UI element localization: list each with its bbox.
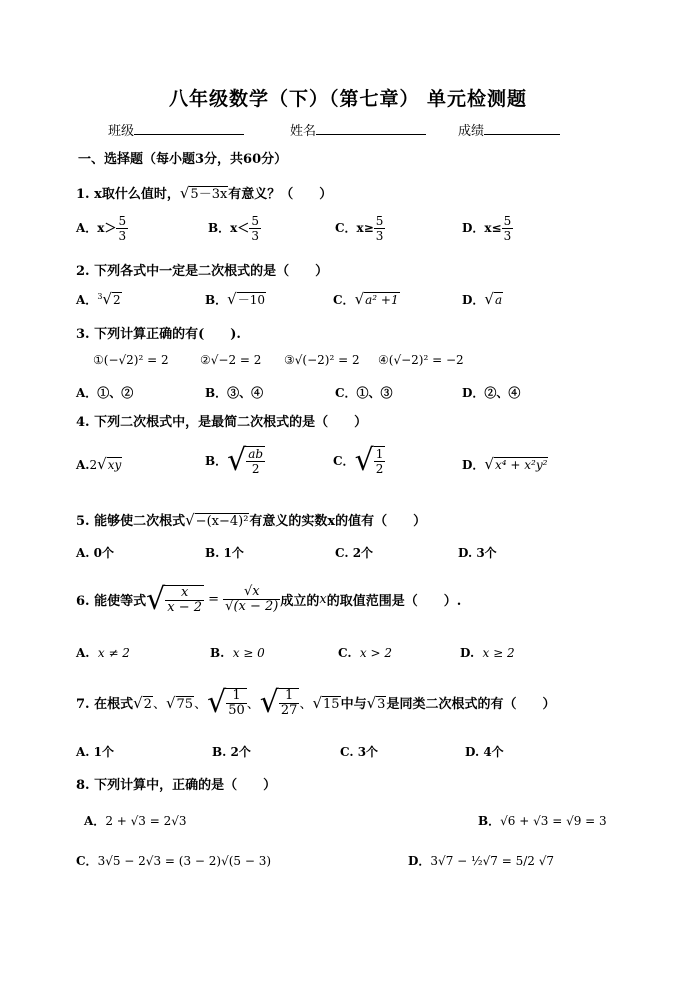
q6-a-letter: A.: [76, 646, 90, 660]
q8-option-b[interactable]: [478, 812, 607, 829]
q1-option-a-letter: A．x＞: [76, 221, 117, 235]
q5-suffix: 有意义的实数x的值有（ ）: [249, 514, 427, 529]
q5-prefix: 5. 能够使二次根式: [76, 514, 186, 529]
q7-option-a[interactable]: A. 1个: [76, 745, 115, 759]
q8-option-a[interactable]: [84, 812, 187, 829]
q1-c-den: 3: [375, 229, 384, 243]
q1-option-a[interactable]: [76, 214, 128, 243]
q1-option-d-letter: D．x≤: [462, 221, 502, 235]
q2-a-index: 3: [97, 292, 103, 301]
q2-d-letter: D．: [462, 293, 485, 307]
score-field: [458, 120, 560, 139]
q2-c-letter: C．: [333, 293, 355, 307]
q4-b-den: 2: [251, 461, 260, 476]
q7-suffix2: 是同类二次根式的有（ ）: [386, 697, 556, 712]
q1-d-num: 5: [503, 214, 512, 228]
q4-c-den: 2: [375, 461, 384, 476]
q4-c-letter: C．: [333, 454, 355, 468]
q4-option-d[interactable]: D．√x⁴ + x²y²: [462, 455, 548, 473]
q1-option-b-letter: B．x＜: [208, 221, 250, 235]
q1-option-d[interactable]: [462, 214, 513, 243]
q8-b-letter: B．: [478, 814, 501, 828]
q4-b-letter: B．: [205, 454, 228, 468]
q3-item-1: ①(−√2)² = 2: [93, 353, 169, 367]
q1-c-num: 5: [375, 214, 384, 228]
q7-suffix: 中与: [340, 697, 367, 712]
q8-c-expr: 3√5 − 2√3 = (3 − 2)√(5 − 3): [97, 854, 272, 868]
question-2: 2. 下列各式中一定是二次根式的是（ ）: [76, 264, 329, 279]
question-8: 8. 下列计算中，正确的是（ ）: [76, 778, 277, 793]
q2-option-a[interactable]: A．$^3$√2: [76, 290, 121, 308]
q8-c-letter: C．: [76, 854, 98, 868]
class-blank[interactable]: [134, 121, 244, 135]
q6-d-expr: x ≥ 2: [482, 646, 515, 660]
q1-b-den: 3: [251, 229, 259, 243]
q1-radicand: 5－3x: [190, 187, 228, 202]
q4-d-radicand: x⁴ + x²y²: [494, 458, 548, 472]
q2-c-radicand: a² +1: [365, 293, 399, 307]
q6-option-a[interactable]: [76, 646, 130, 660]
q2-b-letter: B．: [205, 293, 228, 307]
q8-d-letter: D．: [408, 854, 431, 868]
q1-a-den: 3: [118, 229, 127, 243]
q2-b-radicand: －10: [237, 293, 265, 307]
q6-suffix2: 的取值范围是（ ）.: [326, 594, 462, 609]
q8-b-expr: √6 + √3 = √9 = 3: [500, 814, 607, 828]
q5-option-a[interactable]: A. 0个: [76, 546, 115, 560]
name-blank[interactable]: [316, 121, 426, 135]
q8-option-c[interactable]: [76, 852, 271, 869]
q8-option-d[interactable]: [408, 852, 554, 869]
q1-option-c[interactable]: [335, 214, 385, 243]
q2-a-radicand: 2: [112, 293, 121, 307]
q5-option-c[interactable]: C. 2个: [335, 546, 374, 560]
q1-suffix: 有意义？（ ）: [228, 187, 333, 202]
q5-option-b[interactable]: B. 1个: [205, 546, 244, 560]
q7-prefix: 7. 在根式: [76, 697, 134, 712]
q1-option-c-letter: C．x≥: [335, 221, 374, 235]
q6-b-expr: x ≥ 0: [232, 646, 265, 660]
score-label: 成绩: [458, 124, 485, 139]
section-heading: 一、选择题（每小题3分，共60分）: [78, 152, 288, 167]
q3-option-d[interactable]: D．②、④: [462, 386, 521, 400]
q4-b-num: ab: [248, 446, 264, 461]
q2-d-radicand: a: [494, 293, 503, 307]
q4-a-coef: 2: [89, 458, 98, 472]
question-4: 4. 下列二次根式中，是最简二次根式的是（ ）: [76, 415, 368, 430]
q6-option-d[interactable]: [460, 646, 515, 660]
q2-option-d[interactable]: D．√a: [462, 290, 503, 308]
q6-c-expr: x > 2: [359, 646, 392, 660]
q1-prefix: 1. x取什么值时，: [76, 187, 180, 202]
q6-rhs-fraction: $\frac{√x}{√(x - 2)}$: [225, 584, 279, 614]
q2-a-letter: A．: [76, 293, 98, 307]
q1-a-num: 5: [118, 214, 127, 228]
q8-a-expr: 2 + √3 = 2√3: [105, 814, 187, 828]
class-field: [108, 120, 244, 139]
q3-item-3: ③√(−2)² = 2: [284, 353, 360, 367]
q1-d-den: 3: [503, 229, 512, 243]
question-7: 7. 在根式√2、√75、√ $\frac{1}{50}$ 、√ $\frac{1}{27}$ 、√15中与√3是同类二次根式的有（ ）: [76, 685, 556, 720]
q4-a-letter: A.: [76, 458, 90, 472]
question-5: 5. 能够使二次根式√−(x−4)²有意义的实数x的值有（ ）: [76, 511, 427, 529]
q1-b-num: 5: [251, 214, 259, 228]
q6-var: x: [319, 592, 327, 607]
q3-option-b[interactable]: B．③、④: [205, 386, 264, 400]
q1-option-b[interactable]: [208, 214, 261, 243]
q3-option-a[interactable]: A．①、②: [76, 386, 134, 400]
q8-d-expr: 3√7 − ½√7 = 5/2 √7: [430, 854, 555, 868]
q2-option-b[interactable]: B．√－10: [205, 290, 265, 308]
q6-d-letter: D.: [460, 646, 475, 660]
q3-option-c[interactable]: C．①、③: [335, 386, 393, 400]
q7-option-b[interactable]: B. 2个: [212, 745, 251, 759]
q5-radicand: −(x−4)²: [195, 514, 249, 529]
name-label: 姓名: [290, 124, 317, 139]
name-field: [290, 120, 426, 139]
q7-target: 3: [377, 696, 386, 712]
q4-a-radicand: xy: [107, 458, 122, 472]
q4-d-letter: D．: [462, 458, 485, 472]
q6-c-letter: C.: [338, 646, 352, 660]
q7-option-c[interactable]: C. 3个: [340, 745, 379, 759]
score-blank[interactable]: [484, 121, 560, 135]
q5-option-d[interactable]: D. 3个: [458, 546, 497, 560]
class-label: 班级: [108, 124, 135, 139]
q3-item-2: ②√−2 = 2: [200, 353, 262, 367]
q8-a-letter: A．: [84, 814, 106, 828]
q4-option-b[interactable]: B．√ $\frac{ab}{2}$: [205, 443, 264, 478]
q4-option-a[interactable]: A.2√xy: [76, 455, 122, 473]
q2-option-c[interactable]: C．√a² +1: [333, 290, 399, 308]
q3-item-4: ④(√−2)² = −2: [378, 353, 464, 367]
q6-option-c[interactable]: [338, 646, 392, 660]
q6-option-b[interactable]: [210, 646, 265, 660]
q6-a-expr: x ≠ 2: [97, 646, 130, 660]
q4-option-c[interactable]: C．√ $\frac{1}{2}$: [333, 443, 384, 478]
q7-option-d[interactable]: D. 4个: [465, 745, 504, 759]
question-3: 3. 下列计算正确的有( ).: [76, 327, 241, 342]
question-1: 1. x取什么值时，√5－3x有意义？（ ）: [76, 184, 333, 202]
q4-c-num: 1: [375, 446, 384, 461]
question-6: 6. 能使等式√ $\frac{x}{x - 2}$ = $\frac{√x}{√(x - 2)}$ 成立的x的取值范围是（ ）.: [76, 582, 462, 617]
page-title: 八年级数学（下）（第七章） 单元检测题: [168, 88, 528, 110]
q6-suffix: 成立的: [280, 594, 320, 609]
q6-b-letter: B.: [210, 646, 225, 660]
q6-prefix: 6. 能使等式: [76, 594, 147, 609]
